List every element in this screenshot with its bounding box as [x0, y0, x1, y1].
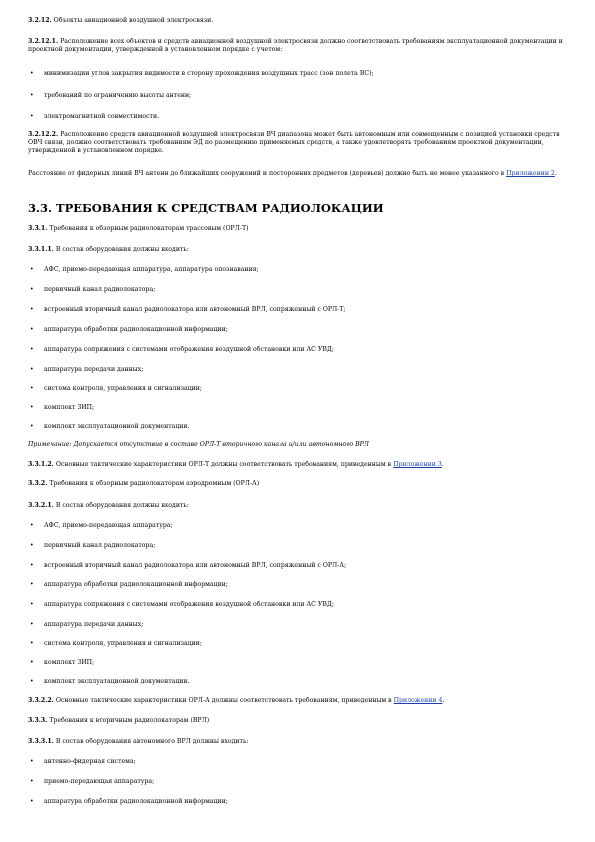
- section-number: 3.2.12.2.: [28, 131, 59, 138]
- bullet: •: [30, 542, 34, 549]
- subsection-3-3-3: [28, 717, 573, 725]
- bullet: •: [30, 266, 34, 273]
- bullet: •: [30, 326, 34, 333]
- bullet: •: [30, 778, 34, 785]
- paragraph-text: Основные тактические характеристики ОРЛ-А должны соответствовать требованиям, приведенным в: [55, 697, 392, 704]
- note: Примечание: Допускается отсутствие в составе ОРЛ-Т вторичного канала и/или автономного ВРЛ: [28, 441, 369, 448]
- paragraph-text: В состав оборудования должны входить:: [55, 246, 189, 253]
- paragraph-text: Объекты авиационной воздушной электросвязи.: [53, 17, 214, 24]
- bullet: •: [30, 562, 34, 569]
- paragraph-3-3-3-1: [28, 738, 573, 746]
- paragraph-3-2-12-1: [28, 38, 573, 54]
- list-item: первичный канал радиолокатора;: [44, 542, 156, 549]
- paragraph-text: Расположение всех объектов и средств авиационной воздушной электросвязи должно соответствовать требованиям эксплуатационной документации и проектной документации, утвержденной в установленном порядке с учетом:: [28, 38, 563, 53]
- bullet: •: [30, 366, 34, 373]
- list-item: комплект ЗИП;: [44, 404, 95, 411]
- subsection-title: Требования к вторичным радиолокаторам (ВРЛ): [49, 717, 210, 724]
- list-item: система контроля, управления и сигнализации;: [44, 385, 202, 392]
- list-item: аппаратура обработки радиолокационной информации;: [44, 581, 228, 588]
- section-number: 3.3.2.: [28, 480, 48, 487]
- section-number: 3.2.12.: [28, 17, 52, 24]
- bullet: •: [30, 346, 34, 353]
- bullet: •: [30, 286, 34, 293]
- list-item: антенно-фидерная система;: [44, 758, 136, 765]
- paragraph-distance: [28, 170, 573, 178]
- bullet: •: [30, 621, 34, 628]
- bullet: •: [30, 678, 34, 685]
- subsection-3-3-1: [28, 225, 573, 233]
- list-item: аппаратура обработки радиолокационной информации;: [44, 326, 228, 333]
- list-item: АФС, приемо-передающая аппаратура;: [44, 522, 173, 529]
- list-item: аппаратура сопряжения с системами отображения воздушной обстановки или АС УВД;: [44, 601, 335, 608]
- section-number: 3.3.1.1.: [28, 246, 54, 253]
- appendix-link[interactable]: Приложении 3: [393, 461, 442, 468]
- bullet: •: [30, 758, 34, 765]
- list-item: комплект ЗИП;: [44, 659, 95, 666]
- bullet: •: [30, 601, 34, 608]
- paragraph-text: Расположение средств авиационной воздушной электросвязи ВЧ диапазона может быть автономным или совмещенным с позицией установки средств ОВЧ связи, должно соответствовать требованиям ЭД по размещению применяемых средств, а также удовлетворять требованиям проектной документации, утвержденной в установленном порядке.: [28, 131, 560, 154]
- list-item: электромагнитной совместимости.: [44, 113, 160, 120]
- section-number: 3.3.2.1.: [28, 502, 54, 509]
- list-item: аппаратура обработки радиолокационной информации;: [44, 798, 228, 805]
- appendix-link[interactable]: Приложении 2: [506, 170, 555, 177]
- bullet: •: [30, 385, 34, 392]
- bullet: •: [30, 640, 34, 647]
- paragraph-text: Основные тактические характеристики ОРЛ-Т должны соответствовать требованиям, приведенным в: [55, 461, 392, 468]
- paragraph-text: В состав оборудования автономного ВРЛ должны входить:: [55, 738, 249, 745]
- punctuation: .: [441, 461, 444, 468]
- list-item: встроенный вторичный канал радиолокатора или автономный ВРЛ, сопряженный с ОРЛ-Т;: [44, 306, 346, 313]
- section-number: 3.3.2.2.: [28, 697, 54, 704]
- paragraph-3-2-12: [28, 17, 573, 25]
- section-heading: 3.3. ТРЕБОВАНИЯ К СРЕДСТВАМ РАДИОЛОКАЦИИ: [28, 201, 384, 215]
- paragraph-3-3-2-2: [28, 697, 573, 705]
- paragraph-text: В состав оборудования должны входить:: [55, 502, 189, 509]
- paragraph-3-3-1-1: [28, 246, 573, 254]
- list-item: аппаратура передачи данных;: [44, 621, 144, 628]
- section-number: 3.3.1.: [28, 225, 48, 232]
- bullet: •: [30, 404, 34, 411]
- section-number: 3.3.3.: [28, 717, 48, 724]
- list-item: система контроля, управления и сигнализации;: [44, 640, 202, 647]
- appendix-link[interactable]: Приложении 4: [393, 697, 443, 704]
- list-item: комплект эксплуатационной документации.: [44, 423, 190, 430]
- bullet: •: [30, 423, 34, 430]
- list-item: минимизации углов закрытия видимости в сторону прохождения воздушных трасс (зон полета ВС);: [44, 70, 374, 77]
- paragraph-3-3-2-1: [28, 502, 573, 510]
- subsection-title: Требования к обзорным радиолокаторам аэродромным (ОРЛ-А): [49, 480, 260, 487]
- bullet: •: [30, 92, 34, 99]
- bullet: •: [30, 522, 34, 529]
- bullet: •: [30, 70, 34, 77]
- list-item: комплект эксплуатационной документации.: [44, 678, 190, 685]
- bullet: •: [30, 306, 34, 313]
- list-item: приемо-передающая аппаратура;: [44, 778, 155, 785]
- bullet: •: [30, 581, 34, 588]
- subsection-3-3-2: [28, 480, 573, 488]
- paragraph-text: Расстояние от фидерных линий ВЧ антенн до ближайших сооружений и посторонних предметов (деревьев) должно быть не менее указанного в: [28, 170, 505, 177]
- list-item: аппаратура передачи данных;: [44, 366, 144, 373]
- subsection-title: Требования к обзорным радиолокаторам трассовым (ОРЛ-Т): [49, 225, 249, 232]
- list-item: аппаратура сопряжения с системами отображения воздушной обстановки или АС УВД;: [44, 346, 335, 353]
- list-item: АФС, приемо-передающая аппаратура, аппаратура опознавания;: [44, 266, 259, 273]
- punctuation: .: [442, 697, 445, 704]
- list-item: первичный канал радиолокатора;: [44, 286, 156, 293]
- list-item: встроенный вторичный канал радиолокатора или автономный ВРЛ, сопряженный с ОРЛ-А;: [44, 562, 347, 569]
- bullet: •: [30, 659, 34, 666]
- bullet: •: [30, 113, 34, 120]
- bullet: •: [30, 798, 34, 805]
- section-number: 3.3.1.2.: [28, 461, 54, 468]
- section-number: 3.3.3.1.: [28, 738, 54, 745]
- paragraph-3-2-12-2: [28, 131, 573, 155]
- paragraph-3-3-1-2: [28, 461, 573, 469]
- list-item: требований по ограничению высоты антенн;: [44, 92, 192, 99]
- section-number: 3.2.12.1.: [28, 38, 59, 45]
- punctuation: .: [554, 170, 557, 177]
